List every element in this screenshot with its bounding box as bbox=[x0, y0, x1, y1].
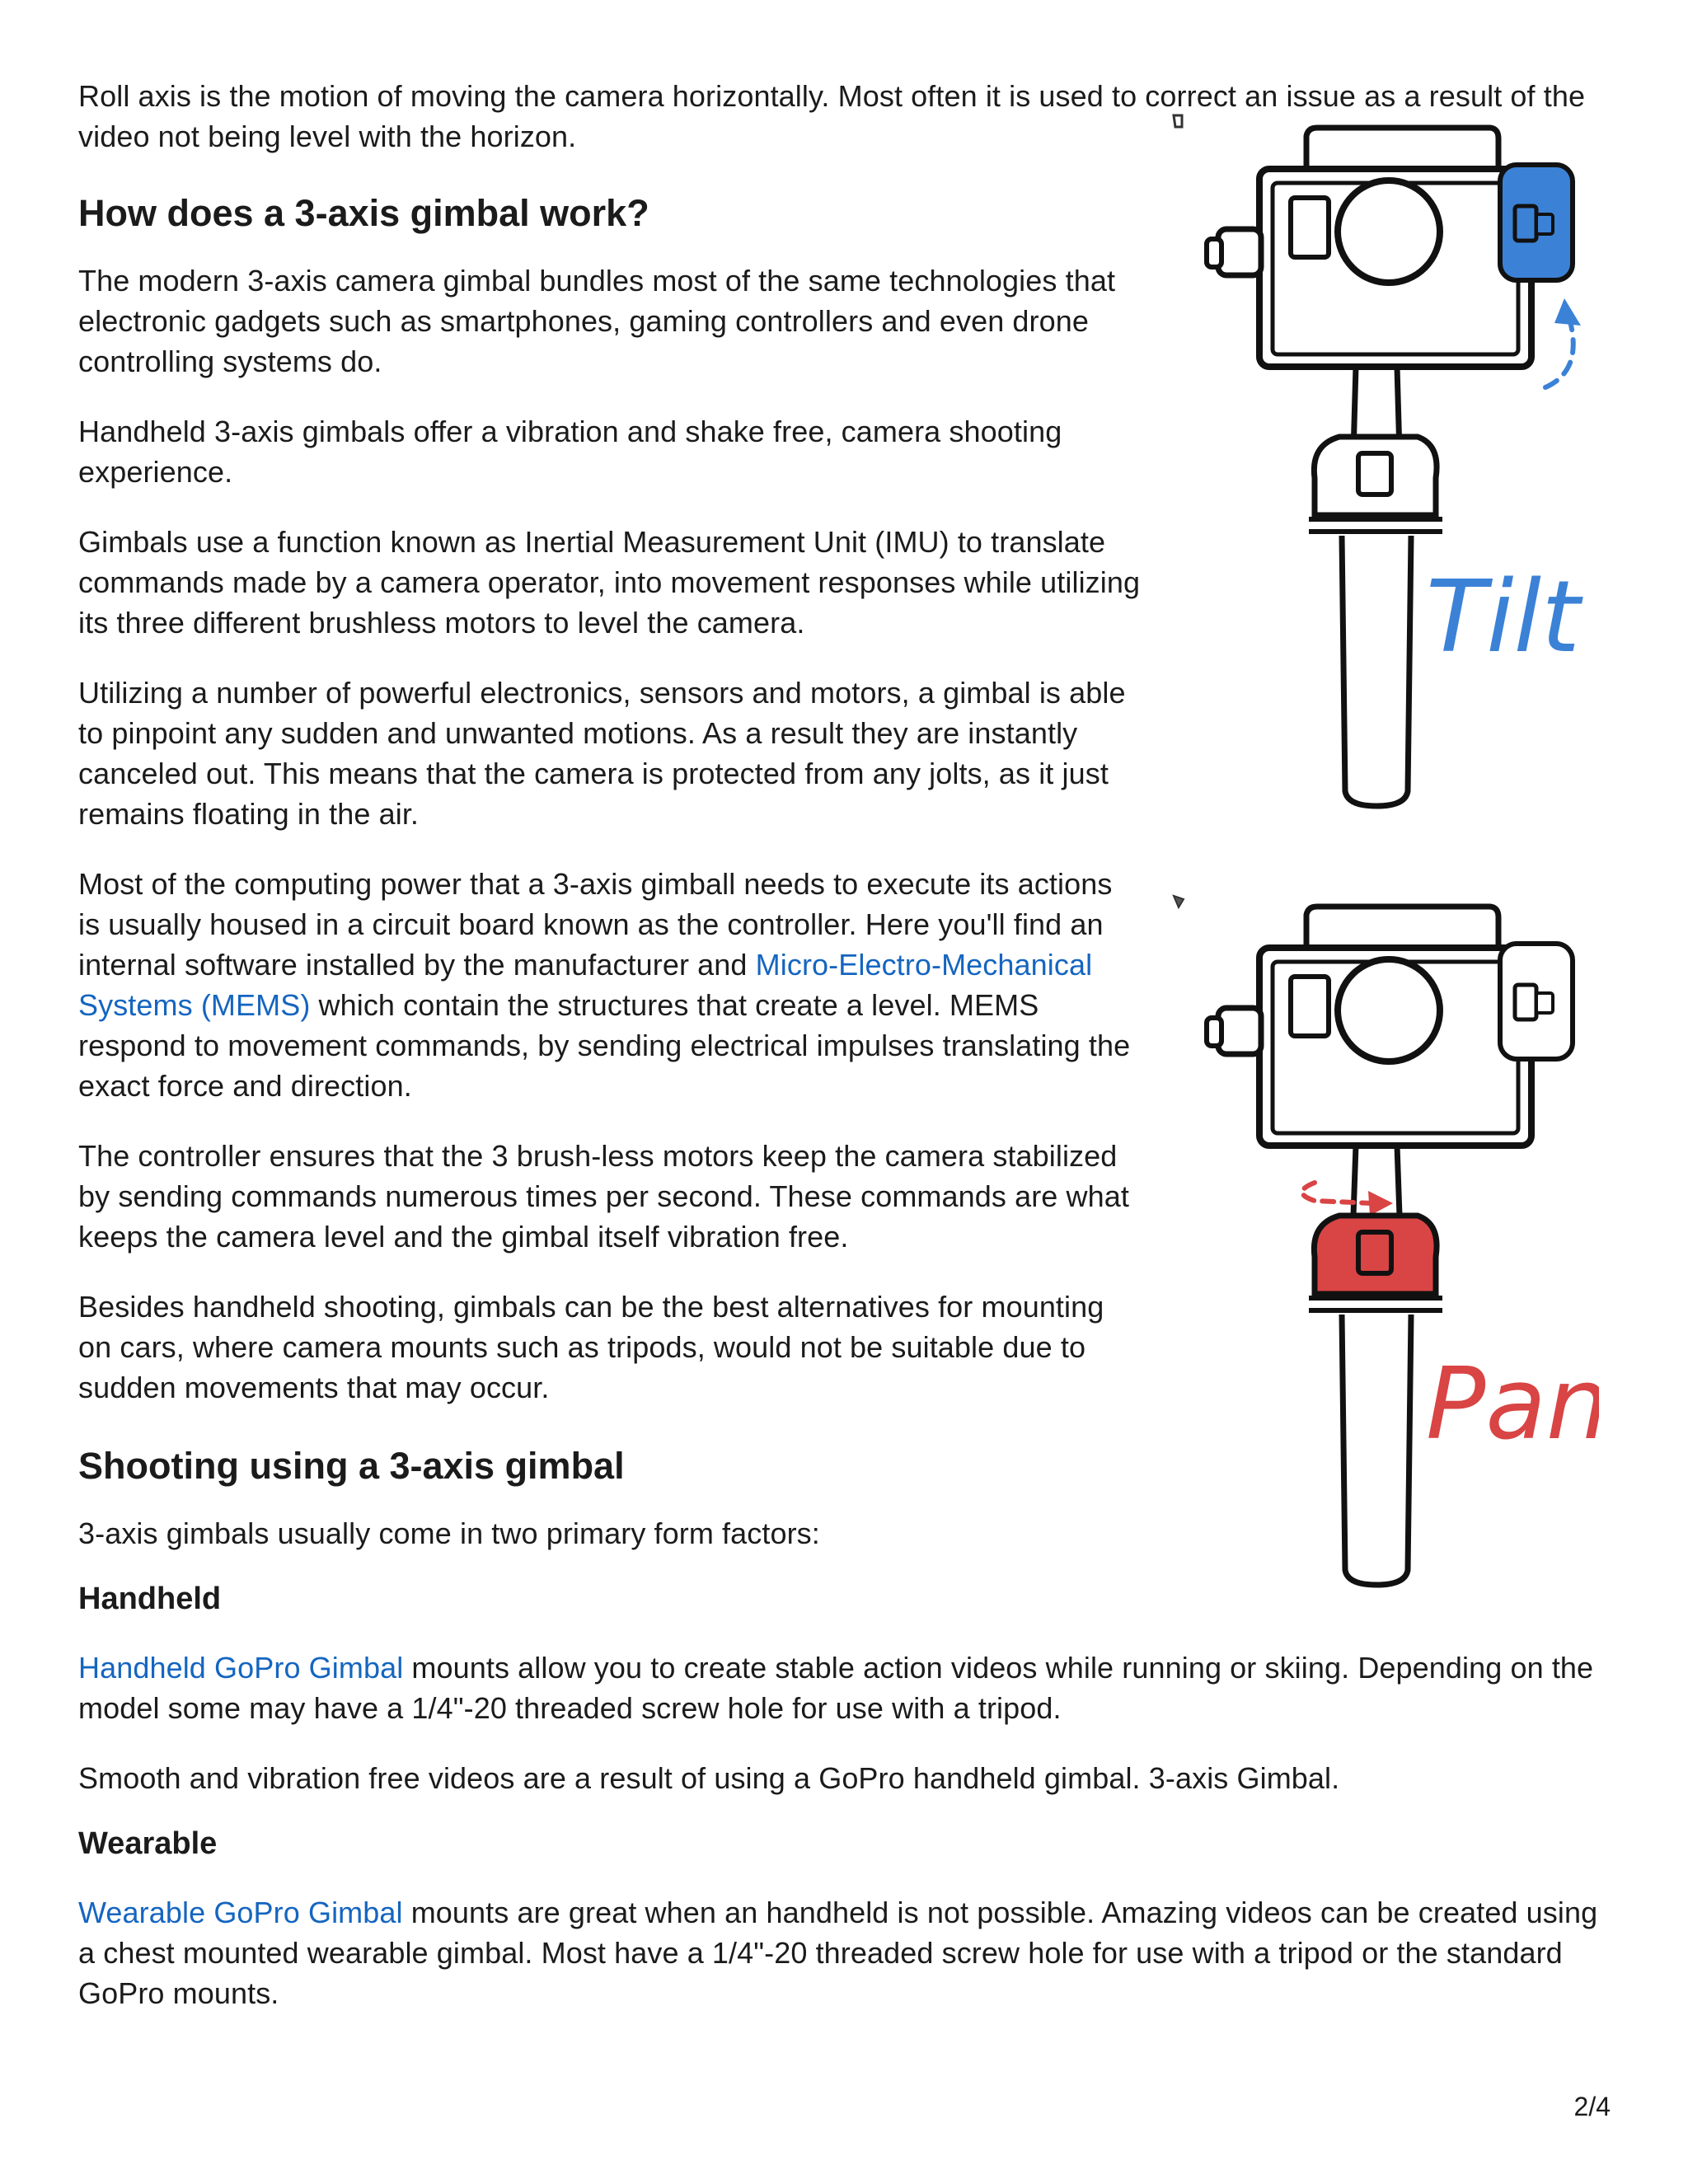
mems-text-after: which contain the structures that create a level. MEMS respond to movement commands, by sending electrical impulses translating the exact force and direction. bbox=[78, 988, 1131, 1103]
heading-wearable: Wearable bbox=[78, 1826, 218, 1861]
wearable-text: mounts are great when an handheld is not possible. Amazing videos can be created using a chest mounted wearable gimbal. Most have a 1/4"-20 threaded screw hole for use with a tripod or the standard GoPro mounts. bbox=[78, 1896, 1598, 2010]
paragraph-imu: Gimbals use a function known as Inertial Measurement Unit (IMU) to translate commands made by a camera operator, into movement responses while utilizing its three different brushless motors to level the camera. bbox=[78, 525, 1141, 640]
pan-gimbal-drawing bbox=[1170, 886, 1599, 1611]
mems-text-before: Most of the computing power that a 3-axis gimball needs to execute its actions is usually housed in a circuit board known as the controller. Here you'll find an internal software installed by the manufacturer and bbox=[78, 867, 1113, 982]
tilt-illustration bbox=[1170, 107, 1599, 824]
paragraph-computing-power bbox=[78, 864, 1142, 1106]
cursor-mark-icon bbox=[1174, 115, 1182, 127]
paragraph-controller: The controller ensures that the 3 brush-less motors keep the camera stabilized by sending commands numerous times per second. These commands are what keeps the camera level and the gimbal itself vibration free. bbox=[78, 1139, 1129, 1254]
mems-link[interactable]: Micro-Electro-Mechanical Systems (MEMS) bbox=[78, 948, 1093, 1022]
heading-how-gimbal-works: How does a 3-axis gimbal work? bbox=[78, 192, 649, 234]
cursor-mark-icon-2 bbox=[1174, 896, 1184, 907]
heading-shooting-gimbal: Shooting using a 3-axis gimbal bbox=[78, 1445, 625, 1487]
handheld-text: mounts allow you to create stable action videos while running or skiing. Depending on the model some may have a 1/4"-20 threaded screw hole for use with a tripod. bbox=[78, 1651, 1594, 1725]
page-number: 2/4 bbox=[1573, 2092, 1611, 2121]
pan-label: Pan bbox=[1426, 1347, 1599, 1462]
paragraph-handheld-offer: Handheld 3-axis gimbals offer a vibration and shake free, camera shooting experience. bbox=[78, 415, 1062, 489]
pan-illustration bbox=[1170, 886, 1599, 1611]
pan-motor-highlight bbox=[1314, 1216, 1437, 1294]
paragraph-mounting-cars: Besides handheld shooting, gimbals can be the best alternatives for mounting on cars, where camera mounts such as tripods, would not be suitable due to sudden movements that may occur. bbox=[78, 1290, 1104, 1404]
section1-narrow-column bbox=[78, 260, 1142, 1408]
paragraph-wearable-gimbal bbox=[78, 1892, 1620, 2013]
paragraph-electronics: Utilizing a number of powerful electronics, sensors and motors, a gimbal is able to pinpoint any sudden and unwanted motions. As a result they are instantly canceled out. This means that the camera is protected from any jolts, as it just remains floating in the air. bbox=[78, 676, 1126, 831]
paragraph-handheld-gimbal bbox=[78, 1647, 1620, 1728]
heading-handheld: Handheld bbox=[78, 1582, 222, 1616]
tilt-label: Tilt bbox=[1426, 560, 1581, 675]
roll-axis-paragraph: Roll axis is the motion of moving the camera horizontally. Most often it is used to correct an issue as a result of the video not being level with the horizon. bbox=[78, 79, 1586, 153]
tilt-gimbal-drawing bbox=[1170, 107, 1599, 824]
paragraph-modern-gimbal: The modern 3-axis camera gimbal bundles most of the same technologies that electronic gadgets such as smartphones, gaming controllers and even drone controlling systems do. bbox=[78, 264, 1116, 378]
tilt-motor-highlight bbox=[1500, 165, 1573, 280]
handheld-gopro-gimbal-link[interactable]: Handheld GoPro Gimbal bbox=[78, 1651, 404, 1685]
wearable-gopro-gimbal-link[interactable]: Wearable GoPro Gimbal bbox=[78, 1896, 403, 1929]
paragraph-form-factors: 3-axis gimbals usually come in two primary form factors: bbox=[78, 1516, 820, 1550]
paragraph-smooth-videos: Smooth and vibration free videos are a result of using a GoPro handheld gimbal. 3-axis Gimbal. bbox=[78, 1761, 1340, 1795]
